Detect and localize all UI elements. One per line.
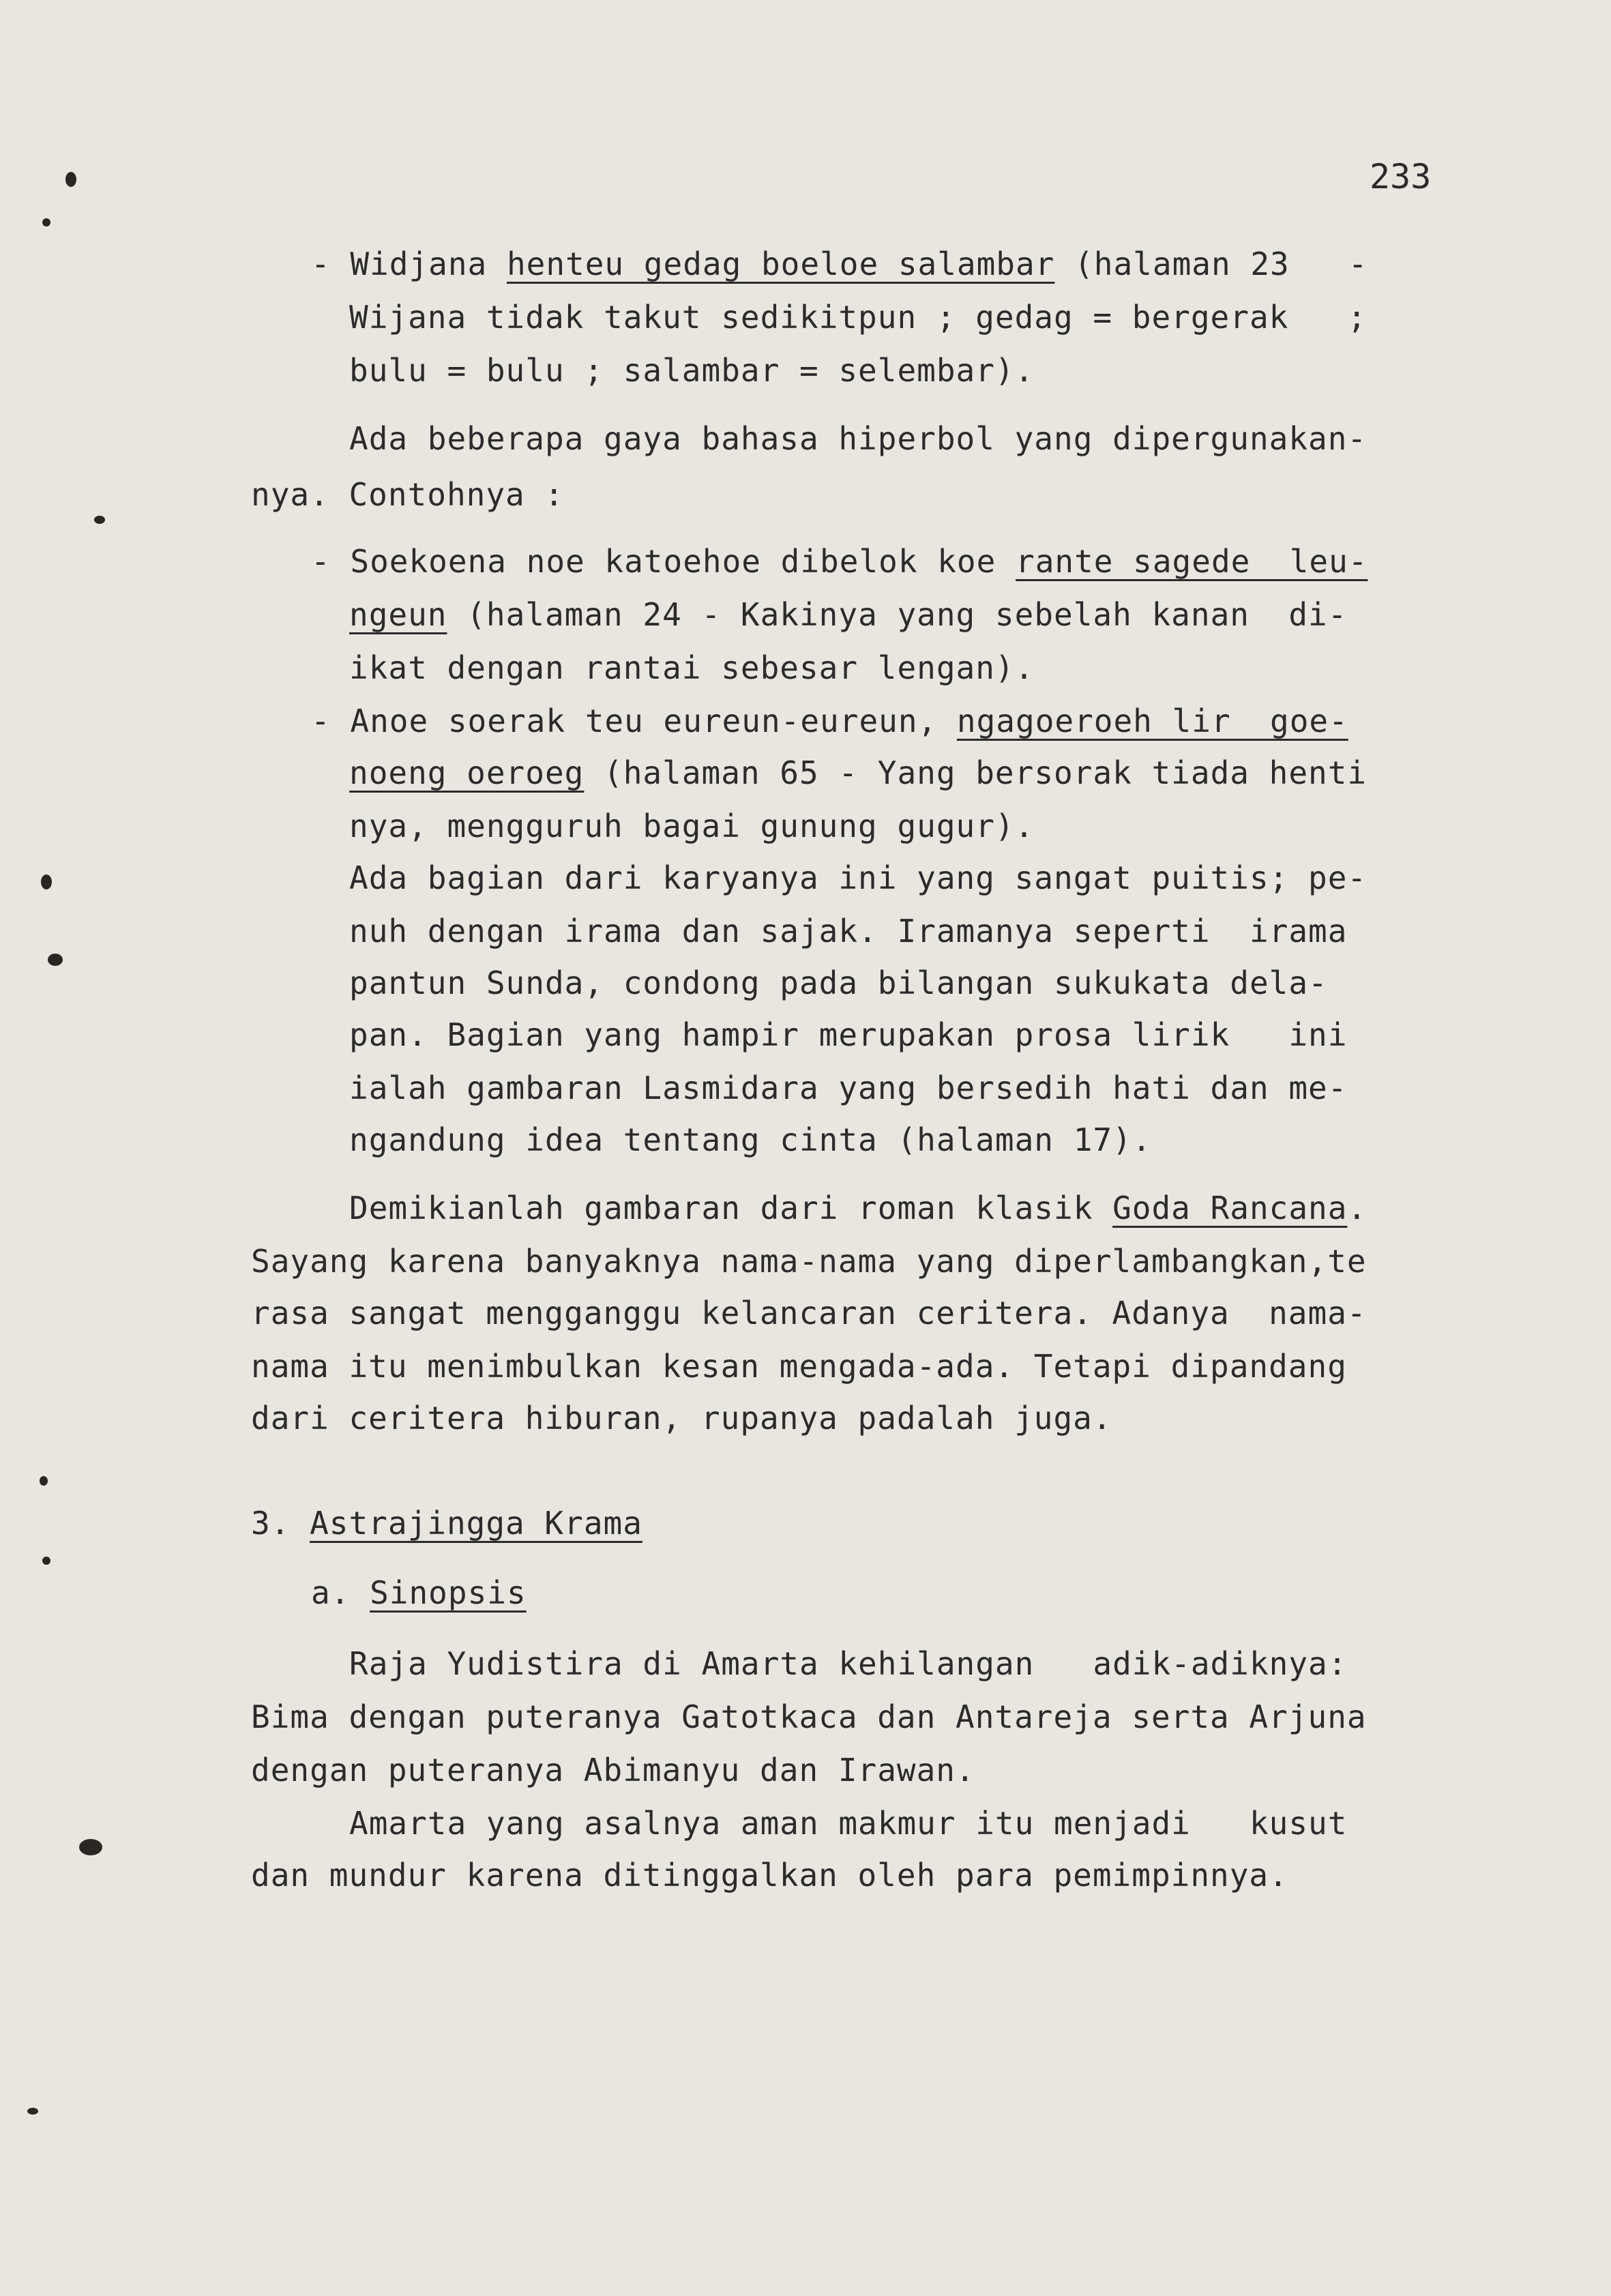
- text-line: Bima dengan puteranya Gatotkaca dan Antareja serta Arjuna: [251, 1698, 1367, 1735]
- text-line: nya. Contohnya :: [251, 476, 565, 513]
- text-line: Ada beberapa gaya bahasa hiperbol yang dipergunakan-: [349, 420, 1368, 457]
- ink-spot: [94, 516, 105, 524]
- text-line: bulu = bulu ; salambar = selembar).: [349, 352, 1035, 389]
- text-line: nya, mengguruh bagai gunung gugur).: [349, 808, 1035, 844]
- text-line: Wijana tidak takut sedikitpun ; gedag = bergerak ;: [349, 299, 1368, 336]
- section-heading: 3. Astrajingga Krama: [251, 1505, 642, 1542]
- text-line: dengan puteranya Abimanyu dan Irawan.: [251, 1752, 975, 1789]
- text-line: Demikianlah gambaran dari roman klasik Goda Rancana.: [349, 1190, 1368, 1226]
- text-line: dan mundur karena ditinggalkan oleh para pemimpinnya.: [251, 1857, 1288, 1894]
- text-line: Amarta yang asalnya aman makmur itu menjadi kusut: [349, 1805, 1348, 1842]
- text-line: rasa sangat mengganggu kelancaran ceritera. Adanya nama-: [251, 1295, 1367, 1331]
- page-number: 233: [1370, 157, 1432, 196]
- text-line: nuh dengan irama dan sajak. Iramanya seperti irama: [349, 913, 1348, 950]
- text-line: ngeun (halaman 24 - Kakinya yang sebelah kanan di-: [349, 596, 1348, 633]
- text-line: Sayang karena banyaknya nama-nama yang diperlambangkan,te: [251, 1243, 1367, 1280]
- ink-spot: [40, 1476, 48, 1486]
- subsection-heading: a. Sinopsis: [311, 1574, 527, 1611]
- text-line: Raja Yudistira di Amarta kehilangan adik-adiknya:: [349, 1645, 1348, 1682]
- ink-spot: [48, 954, 63, 966]
- ink-spot: [41, 874, 52, 889]
- ink-spot: [42, 1557, 50, 1565]
- text-line: noeng oeroeg (halaman 65 - Yang bersorak tiada henti: [349, 754, 1368, 791]
- text-line: - Soekoena noe katoehoe dibelok koe rante sagede leu-: [311, 543, 1368, 580]
- ink-spot: [42, 218, 50, 226]
- text-line: - Anoe soerak teu eureun-eureun, ngagoeroeh lir goe-: [311, 703, 1348, 739]
- text-line: Ada bagian dari karyanya ini yang sangat puitis; pe-: [349, 859, 1368, 896]
- text-line: ngandung idea tentang cinta (halaman 17).: [349, 1121, 1152, 1158]
- text-line: ialah gambaran Lasmidara yang bersedih hati dan me-: [349, 1070, 1348, 1106]
- ink-spot: [27, 2108, 38, 2115]
- text-line: - Widjana henteu gedag boeloe salambar (halaman 23 -: [311, 246, 1368, 282]
- text-line: ikat dengan rantai sebesar lengan).: [349, 649, 1035, 686]
- ink-spot: [65, 172, 76, 187]
- text-line: nama itu menimbulkan kesan mengada-ada. Tetapi dipandang: [251, 1348, 1347, 1385]
- text-line: pan. Bagian yang hampir merupakan prosa lirik ini: [349, 1016, 1348, 1053]
- text-line: pantun Sunda, condong pada bilangan sukukata dela-: [349, 965, 1328, 1001]
- ink-spot: [79, 1839, 102, 1855]
- text-line: dari ceritera hiburan, rupanya padalah juga.: [251, 1400, 1112, 1437]
